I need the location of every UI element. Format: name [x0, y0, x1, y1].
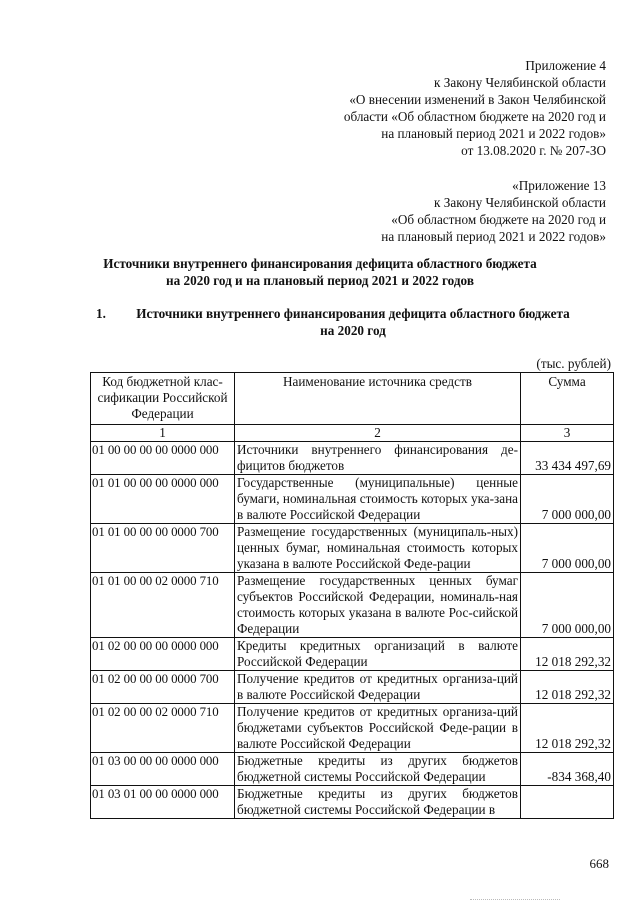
- table-row: [91, 475, 614, 524]
- header-amount: Сумма: [521, 373, 614, 425]
- amount-cell: -834 368,40: [521, 753, 614, 786]
- table-row: [91, 704, 614, 753]
- table-row: [91, 442, 614, 475]
- amount-cell: [521, 786, 614, 819]
- code-cell: 01 01 00 00 02 0000 710: [91, 573, 235, 638]
- section-heading: [96, 305, 588, 339]
- table-row: [91, 786, 614, 819]
- section-heading-line: Источники внутреннего финансирования дефицита областного бюджета: [136, 306, 570, 321]
- amount-cell: 12 018 292,32: [521, 704, 614, 753]
- amount-cell: 7 000 000,00: [521, 573, 614, 638]
- column-number: 2: [235, 425, 521, 442]
- section-number: 1.: [96, 306, 106, 321]
- name-cell: Размещение государственных (муниципаль-ных) ценных бумаг, номинальная стоимость которых указана в валюте Российской Феде-рации: [235, 524, 521, 573]
- code-cell: 01 03 01 00 00 0000 000: [91, 786, 235, 819]
- amount-cell: 7 000 000,00: [521, 475, 614, 524]
- annex-4-reference: [344, 57, 606, 159]
- document-title-line: Источники внутреннего финансирования дефицита областного бюджета: [103, 256, 537, 271]
- table-row: [91, 753, 614, 786]
- code-cell: 01 02 00 00 00 0000 700: [91, 671, 235, 704]
- annex-line: области «Об областном бюджете на 2020 год и: [343, 109, 606, 124]
- unit-note: (тыс. рублей): [536, 356, 611, 371]
- header-code: Код бюджетной клас-сификации Российской Федерации: [91, 373, 235, 425]
- table-row: [91, 573, 614, 638]
- code-cell: 01 01 00 00 00 0000 000: [91, 475, 235, 524]
- name-cell: Размещение государственных ценных бумаг субъектов Российской Федерации, номиналь-ная стоимость которых указана в валюте Рос-сийской Федерации: [235, 573, 521, 638]
- annex-line: на плановый период 2021 и 2022 годов»: [381, 126, 606, 141]
- name-cell: Государственные (муниципальные) ценные бумаги, номинальная стоимость которых ука-зана в валюте Российской Федерации: [235, 475, 521, 524]
- annex-line: «О внесении изменений в Закон Челябинской: [349, 92, 606, 107]
- amount-cell: 33 434 497,69: [521, 442, 614, 475]
- name-cell: Получение кредитов от кредитных организа-ций в валюте Российской Федерации: [235, 671, 521, 704]
- code-cell: 01 02 00 00 00 0000 000: [91, 638, 235, 671]
- annex-line: к Закону Челябинской области: [434, 75, 606, 90]
- code-cell: 01 00 00 00 00 0000 000: [91, 442, 235, 475]
- code-cell: 01 03 00 00 00 0000 000: [91, 753, 235, 786]
- name-cell: Источники внутреннего финансирования де-фицитов бюджетов: [235, 442, 521, 475]
- annex-line: «Приложение 13: [512, 178, 606, 193]
- table-header-row: [91, 373, 614, 425]
- name-cell: Кредиты кредитных организаций в валюте Российской Федерации: [235, 638, 521, 671]
- amount-cell: 12 018 292,32: [521, 671, 614, 704]
- annex-13-reference: [381, 177, 606, 245]
- financing-sources-table: [90, 372, 614, 819]
- annex-line: к Закону Челябинской области: [434, 195, 606, 210]
- code-cell: 01 02 00 00 02 0000 710: [91, 704, 235, 753]
- document-title-line: на 2020 год и на плановый период 2021 и 2022 годов: [166, 273, 474, 288]
- page-number: 668: [589, 856, 609, 871]
- annex-line: «Об областном бюджете на 2020 год и: [391, 212, 606, 227]
- column-number: 1: [91, 425, 235, 442]
- header-name: Наименование источника средств: [235, 373, 521, 425]
- annex-line: на плановый период 2021 и 2022 годов»: [381, 229, 606, 244]
- footer-rule: [470, 899, 560, 900]
- amount-cell: 12 018 292,32: [521, 638, 614, 671]
- name-cell: Получение кредитов от кредитных организа-ций бюджетами субъектов Российской Феде-рации в валюте Российской Федерации: [235, 704, 521, 753]
- name-cell: Бюджетные кредиты из других бюджетов бюджетной системы Российской Федерации: [235, 753, 521, 786]
- table-row: [91, 671, 614, 704]
- name-cell: Бюджетные кредиты из других бюджетов бюджетной системы Российской Федерации в: [235, 786, 521, 819]
- column-number-row: [91, 425, 614, 442]
- table-row: [91, 638, 614, 671]
- column-number: 3: [521, 425, 614, 442]
- annex-line: от 13.08.2020 г. № 207-ЗО: [461, 143, 606, 158]
- document-title: [40, 255, 600, 289]
- table-row: [91, 524, 614, 573]
- code-cell: 01 01 00 00 00 0000 700: [91, 524, 235, 573]
- section-heading-line: на 2020 год: [320, 323, 386, 338]
- annex-line: Приложение 4: [525, 58, 606, 73]
- amount-cell: 7 000 000,00: [521, 524, 614, 573]
